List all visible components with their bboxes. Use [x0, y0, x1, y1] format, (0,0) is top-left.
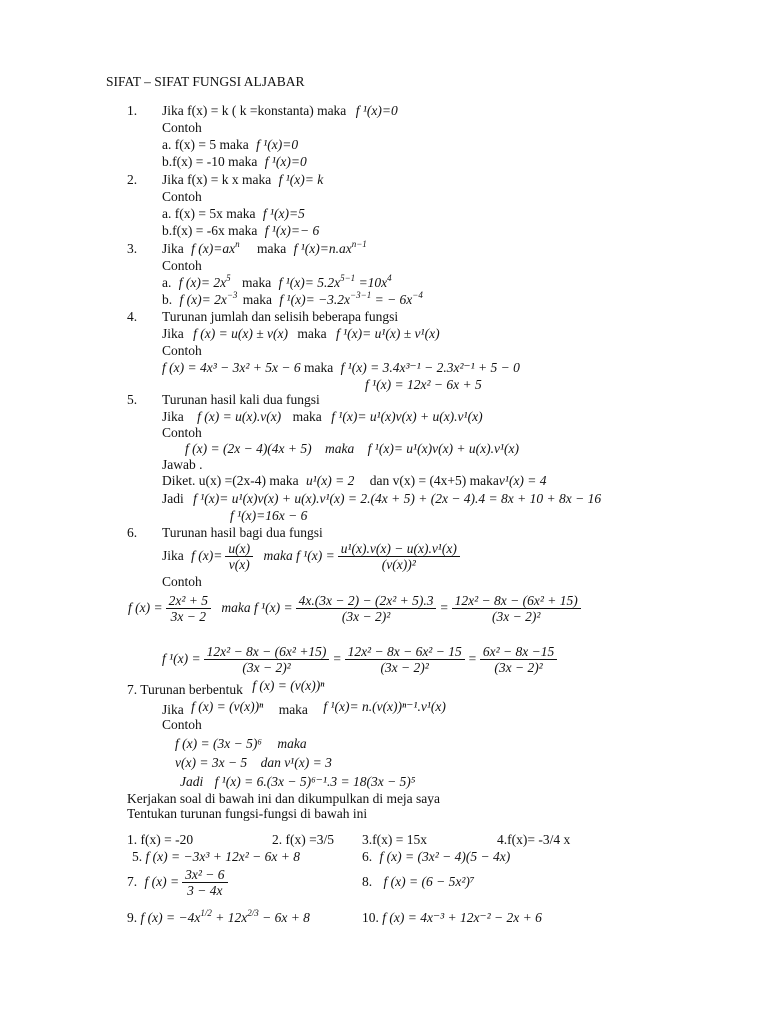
result-fraction [480, 644, 557, 675]
math-exponent: 5 [226, 273, 231, 283]
math-base: =10x [358, 275, 388, 290]
rule-label: Jika f(x) = k x maka [162, 172, 272, 187]
section-heading [127, 678, 325, 698]
fraction-denominator: 3x − 2 [170, 609, 206, 625]
example-derivative: f ¹(x)= u¹(x)v(x) + u(x).v¹(x) [367, 441, 520, 456]
rule-label: Jika [162, 409, 184, 424]
example-text: a. [162, 275, 172, 290]
fraction-denominator: v(x) [228, 557, 250, 573]
example-math [180, 292, 238, 307]
exercise-math: f (x) = (6 − 5x²)⁷ [383, 874, 475, 889]
fraction-denominator: (3x − 2)² [242, 660, 291, 676]
instruction-text: Kerjakan soal di bawah ini dan dikumpulkan di meja saya [127, 791, 441, 806]
exercise-math: − 6x + 8 [262, 910, 310, 925]
item-number: 5. [127, 392, 138, 407]
rule-math: maka f ¹(x) = [263, 548, 335, 563]
item-number: 2. [127, 172, 138, 187]
section-heading: Turunan hasil bagi dua fungsi [162, 525, 323, 540]
rule-text [162, 699, 446, 718]
exercise-math: f (x) = 4x⁻³ + 12x⁻² − 2x + 6 [382, 910, 542, 925]
rule-label: Jika [162, 326, 184, 341]
example-fraction [452, 593, 581, 624]
equals-sign: = [332, 651, 342, 666]
example-math: f (x) = [128, 600, 163, 615]
example-result: f ¹(x) = 12x² − 6x + 5 [365, 377, 482, 392]
exercise-6 [362, 849, 510, 865]
exercise-number: 9. [127, 910, 138, 925]
example-a [162, 137, 298, 153]
contoh-label: Contoh [162, 343, 202, 358]
math-exponent: n−1 [351, 239, 367, 249]
rule-text [162, 103, 398, 119]
rule-label: maka [297, 326, 327, 341]
example-text: maka [242, 292, 273, 307]
rule-math: f ¹(x)= k [278, 172, 324, 187]
math-exponent: 1/2 [200, 908, 212, 918]
example-a [162, 206, 305, 222]
equals-sign: = [467, 651, 477, 666]
contoh-label: Contoh [162, 120, 202, 135]
rule-math [191, 241, 239, 256]
fraction-denominator: (3x − 2)² [491, 609, 541, 625]
example-math [179, 275, 231, 290]
example-math: f (x) = 4x³ − 3x² + 5x − 6 [162, 360, 301, 375]
exercise-number: 5. [132, 849, 143, 864]
example-text: a. f(x) = 5x maka [162, 206, 256, 221]
example-text: maka [277, 736, 307, 751]
contoh-label: Contoh [162, 425, 202, 440]
example-fraction [296, 593, 437, 624]
example-derivative: f ¹(x) = 3.4x³⁻¹ − 2.3x²⁻¹ + 5 − 0 [340, 360, 520, 375]
fraction-numerator: u¹(x).v(x) − u(x).v¹(x) [338, 541, 460, 557]
jadi-result: f ¹(x)=16x − 6 [230, 508, 308, 523]
fraction-numerator: u(x) [225, 541, 253, 557]
exercise-math: f (x) = (3x² − 4)(5 − 4x) [379, 849, 511, 864]
example-text: b. [162, 292, 173, 307]
contoh-label: Contoh [162, 717, 202, 732]
example-math: maka f ¹(x) = [221, 600, 293, 615]
example-text: b.f(x) = -10 maka [162, 154, 258, 169]
fraction-denominator: (3x − 2)² [341, 609, 391, 625]
example-math: f ¹(x)=5 [262, 206, 305, 221]
math-exponent: −3−1 [350, 290, 372, 300]
example-text: dan [260, 755, 281, 770]
example-math: f ¹(x)=− 6 [264, 223, 320, 238]
exercise-9 [127, 910, 310, 926]
rule-text [162, 326, 440, 342]
example-line [162, 360, 520, 376]
rule-label: maka [278, 702, 308, 717]
example-text: maka [325, 441, 355, 456]
diket-line [162, 473, 547, 489]
exercise-8 [362, 874, 475, 890]
fraction-numerator: 3x² − 6 [182, 867, 227, 883]
math-base: f ¹(x)= −3.2x [279, 292, 351, 307]
math-base: f (x)= 2x [179, 292, 227, 307]
diket-math: v¹(x) = 4 [498, 473, 547, 488]
example-b [162, 292, 423, 308]
rule-derivative-fraction [338, 541, 460, 572]
rule-math: f (x) = u(x).v(x) [197, 409, 282, 424]
example-text: b.f(x) = -6x maka [162, 223, 258, 238]
example-math [279, 275, 392, 290]
rule-text [162, 241, 367, 257]
fraction-denominator: (3x − 2)² [380, 660, 429, 676]
math-base: = − 6x [374, 292, 413, 307]
example-fraction [166, 593, 211, 624]
rule-label: Jika [162, 548, 184, 563]
fraction-denominator: (3x − 2)² [494, 660, 543, 676]
rule-fraction [225, 541, 253, 572]
math-base: f (x)=ax [191, 241, 236, 256]
math-exponent: 5−1 [340, 273, 356, 283]
rule-math: f (x) = (v(x))ⁿ [191, 699, 264, 714]
example-math: v¹(x) = 3 [284, 755, 332, 770]
math-base: f ¹(x)=n.ax [293, 241, 352, 256]
exercise-math: + 12x [215, 910, 248, 925]
example-text: Jadi [180, 774, 204, 789]
rule-math: f (x) = u(x) ± v(x) [193, 326, 288, 341]
math-base: f ¹(x)= 5.2x [278, 275, 341, 290]
example-line [180, 774, 416, 790]
result-math: f ¹(x) = [162, 651, 201, 666]
fraction-numerator: 12x² − 8x − 6x² − 15 [345, 644, 465, 660]
contoh-label: Contoh [162, 258, 202, 273]
example-math [279, 292, 422, 307]
fraction-numerator: 12x² − 8x − (6x² +15) [204, 644, 330, 660]
heading-text: 7. Turunan berbentuk [127, 682, 243, 697]
jawab-label: Jawab . [162, 457, 203, 472]
exercise-fraction [182, 867, 227, 898]
contoh-label: Contoh [162, 189, 202, 204]
rule-math: f (x)= [191, 548, 223, 563]
rule-label: maka [292, 409, 322, 424]
exercise-2: 2. f(x) =3/5 [272, 832, 334, 847]
example-math: f ¹(x)=0 [256, 137, 299, 152]
exercise-4: 4.f(x)= -3/4 x [497, 832, 571, 847]
exercise-math: f (x) = −3x³ + 12x² − 6x + 8 [145, 849, 300, 864]
fraction-denominator: 3 − 4x [187, 883, 223, 899]
example-line [128, 592, 584, 624]
page-title: SIFAT – SIFAT FUNGSI ALJABAR [106, 74, 305, 89]
diket-text: dan v(x) = (4x+5) maka [369, 473, 499, 488]
rule-derivative: f ¹(x)= n.(v(x))ⁿ⁻¹.v¹(x) [323, 699, 446, 714]
rule-text [162, 409, 483, 425]
equals-sign: = [439, 600, 449, 615]
math-exponent: −4 [412, 290, 423, 300]
math-exponent: 4 [387, 273, 392, 283]
exercise-math: f (x) = [144, 874, 180, 889]
jadi-math: f ¹(x)= u¹(x)v(x) + u(x).v¹(x) = 2.(4x + 5) + (2x − 4).4 = 8x + 10 + 8x − 16 [193, 491, 602, 506]
example-line [175, 755, 332, 771]
rule-label: Jika [162, 702, 184, 717]
example-line [175, 736, 307, 752]
fraction-denominator: (v(x))² [381, 557, 416, 573]
rule-text [162, 540, 463, 572]
jadi-line [162, 491, 601, 507]
exercise-7 [127, 866, 231, 898]
exercise-number: 6. [362, 849, 373, 864]
example-line [185, 441, 519, 457]
exercise-number: 10. [362, 910, 379, 925]
jadi-text: Jadi [162, 491, 184, 506]
math-exponent: n [235, 239, 240, 249]
rule-derivative [294, 241, 367, 256]
rule-derivative: f ¹(x)= u¹(x)v(x) + u(x).v¹(x) [331, 409, 483, 424]
heading-math: f (x) = (v(x))ⁿ [252, 678, 325, 693]
example-a [162, 275, 392, 291]
example-b [162, 154, 307, 170]
section-heading: Turunan jumlah dan selisih beberapa fungsi [162, 309, 399, 324]
example-b [162, 223, 319, 239]
math-exponent: 2/3 [247, 908, 259, 918]
example-result: f ¹(x) = 6.(3x − 5)⁶⁻¹.3 = 18(3x − 5)⁵ [214, 774, 416, 789]
item-number: 4. [127, 309, 138, 324]
example-text: maka [304, 360, 334, 375]
rule-math: f ¹(x)=0 [355, 103, 398, 118]
item-number: 3. [127, 241, 138, 256]
example-math: f (x) = (3x − 5)⁶ [175, 736, 263, 751]
item-number: 1. [127, 103, 138, 118]
example-math: f ¹(x)=0 [264, 154, 307, 169]
result-line [162, 643, 560, 675]
example-text: a. f(x) = 5 maka [162, 137, 249, 152]
example-math: f (x) = (2x − 4)(4x + 5) [185, 441, 312, 456]
math-exponent: −3 [226, 290, 238, 300]
exercise-number: 8. [362, 874, 373, 889]
rule-text [162, 172, 323, 188]
diket-math: u¹(x) = 2 [305, 473, 355, 488]
instruction-text: Tentukan turunan fungsi-fungsi di bawah ini [127, 806, 368, 821]
result-fraction [345, 644, 465, 675]
rule-label: Jika f(x) = k ( k =konstanta) maka [162, 103, 347, 118]
contoh-label: Contoh [162, 574, 202, 589]
item-number: 6. [127, 525, 138, 540]
fraction-numerator: 6x² − 8x −15 [480, 644, 557, 660]
exercise-10 [362, 910, 542, 926]
diket-text: Diket. u(x) =(2x-4) maka [162, 473, 299, 488]
exercise-3: 3.f(x) = 15x [362, 832, 427, 847]
math-base: f (x)= 2x [178, 275, 227, 290]
exercise-math: f (x) = −4x [140, 910, 201, 925]
fraction-numerator: 2x² + 5 [166, 593, 211, 609]
fraction-numerator: 12x² − 8x − (6x² + 15) [452, 593, 581, 609]
section-heading: Turunan hasil kali dua fungsi [162, 392, 320, 407]
example-math: v(x) = 3x − 5 [175, 755, 248, 770]
rule-label: Jika [162, 241, 184, 256]
rule-derivative: f ¹(x)= u¹(x) ± v¹(x) [335, 326, 440, 341]
exercise-1: 1. f(x) = -20 [127, 832, 194, 847]
result-fraction [204, 644, 330, 675]
exercise-number: 7. [127, 874, 138, 889]
fraction-numerator: 4x.(3x − 2) − (2x² + 5).3 [296, 593, 437, 609]
exercise-5 [132, 849, 300, 865]
rule-label: maka [256, 241, 287, 256]
example-text: maka [241, 275, 272, 290]
